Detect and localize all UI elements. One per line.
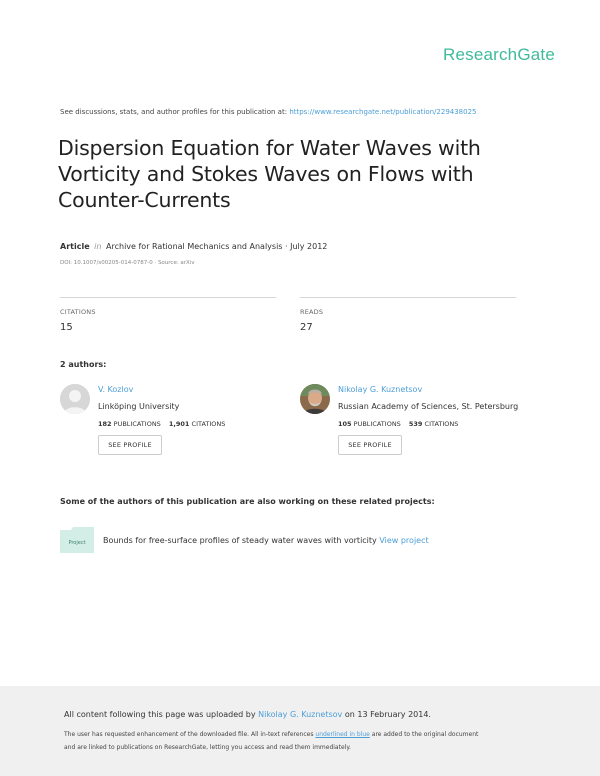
fine-suffix: are added to the original document	[369, 731, 479, 738]
author-counts	[338, 420, 568, 428]
author-counts	[98, 420, 328, 428]
citations-label: CITATIONS	[424, 420, 459, 428]
author-name-link[interactable]: V. Kozlov	[98, 385, 134, 394]
author-photo[interactable]	[300, 384, 330, 414]
publication-type: Article	[60, 242, 90, 251]
enhancement-note	[64, 731, 478, 738]
citations-count: 539	[408, 420, 423, 428]
citations-label: CITATIONS	[60, 308, 96, 316]
citations-value: 15	[60, 322, 73, 333]
reads-value: 27	[300, 322, 313, 333]
related-projects-heading: Some of the authors of this publication are also working on these related projects:	[60, 497, 435, 506]
author-institution: Linköping University	[98, 402, 180, 411]
publications-label: PUBLICATIONS	[113, 420, 161, 428]
enhancement-note-2: and are linked to publications on ResearchGate, letting you access and read them immediately.	[64, 744, 351, 751]
author-name-link[interactable]: Nikolay G. Kuznetsov	[338, 385, 423, 394]
researchgate-logo[interactable]: ResearchGate	[442, 45, 555, 64]
project-icon-label: Project	[68, 540, 86, 546]
upload-prefix: All content following this page was uploaded by	[64, 710, 259, 719]
upload-suffix: on 13 February 2014.	[342, 710, 431, 719]
publication-meta	[60, 242, 327, 251]
discussion-line	[60, 108, 477, 116]
uploader-link[interactable]: Nikolay G. Kuznetsov	[258, 710, 343, 719]
upload-note	[64, 710, 431, 719]
project-folder-icon[interactable]	[60, 527, 94, 553]
view-project-link[interactable]: View project	[379, 536, 429, 545]
authors-heading: 2 authors:	[60, 360, 107, 369]
doi-line: DOI: 10.1007/s00205-014-0787-0 · Source: arXiv	[60, 260, 195, 266]
project-text	[103, 536, 429, 545]
project-title: Bounds for free-surface profiles of steady water waves with vorticity	[103, 536, 377, 545]
in-label: in	[94, 242, 102, 251]
reads-stat	[300, 297, 516, 333]
see-profile-button[interactable]: SEE PROFILE	[338, 435, 402, 455]
footer	[0, 686, 600, 776]
publications-count: 182	[98, 420, 112, 428]
discussion-prefix: See discussions, stats, and author profiles for this publication at:	[60, 108, 290, 116]
publications-label: PUBLICATIONS	[353, 420, 401, 428]
author-institution: Russian Academy of Sciences, St. Petersburg	[338, 402, 519, 411]
avatar-placeholder-icon[interactable]	[60, 384, 90, 414]
citations-label: CITATIONS	[191, 420, 226, 428]
citations-stat	[60, 297, 276, 333]
publications-count: 105	[338, 420, 352, 428]
publication-url-link[interactable]: https://www.researchgate.net/publication/229438025	[289, 108, 477, 116]
reads-label: READS	[300, 308, 324, 316]
underlined-in-blue-text: underlined in blue	[315, 731, 370, 738]
journal-name[interactable]: Archive for Rational Mechanics and Analysis · July 2012	[106, 242, 328, 251]
see-profile-button[interactable]: SEE PROFILE	[98, 435, 162, 455]
citations-count: 1,901	[168, 420, 190, 428]
fine-prefix: The user has requested enhancement of the downloaded file. All in-text references	[64, 731, 316, 738]
publication-title: Dispersion Equation for Water Waves with Vorticity and Stokes Waves on Flows with Counter-Currents	[58, 136, 481, 212]
